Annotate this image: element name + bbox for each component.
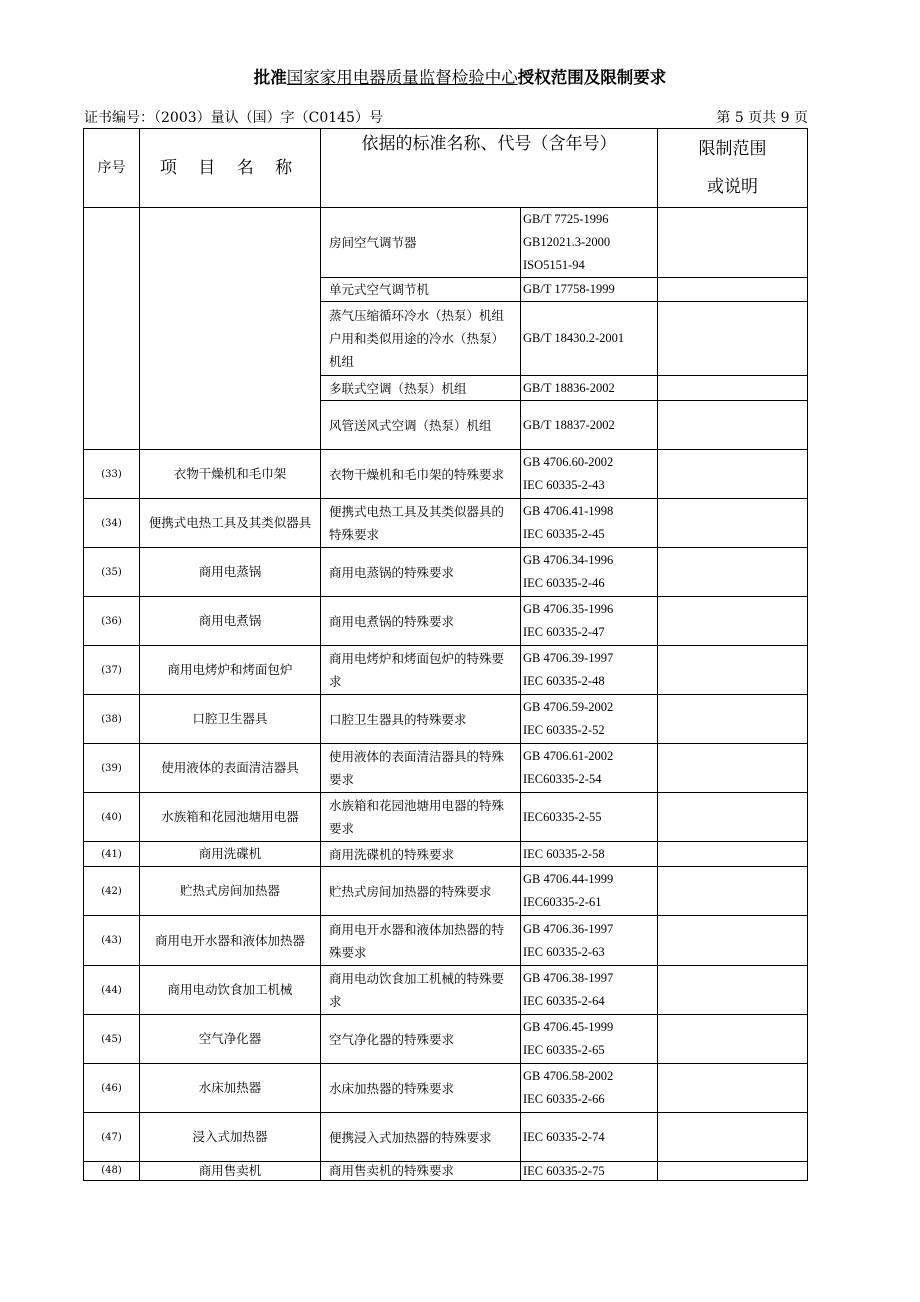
item-name: 商用洗碟机	[140, 842, 321, 867]
limit-cell	[658, 744, 808, 793]
table-row	[84, 744, 808, 793]
standard-code: IEC 60335-2-63	[523, 944, 605, 959]
item-name: 商用电煮锅	[140, 597, 321, 646]
standard-code-cell	[521, 499, 658, 548]
standard-code: GB 4706.41-1998	[523, 504, 614, 518]
document-title	[0, 64, 920, 88]
item-name: 商用售卖机	[140, 1162, 321, 1181]
standard-code: IEC 60335-2-43	[523, 478, 605, 492]
row-number: (45)	[84, 1015, 140, 1064]
limit-cell	[658, 966, 808, 1015]
limit-cell	[658, 646, 808, 695]
standard-name: 商用电蒸锅的特殊要求	[321, 548, 521, 597]
standard-name: 风管送风式空调（热泵）机组	[321, 401, 521, 450]
row-number: (43)	[84, 916, 140, 966]
table-row	[84, 499, 808, 548]
standard-code: GB/T 18430.2-2001	[523, 331, 625, 345]
standard-code: GB/T 18836-2002	[523, 380, 615, 395]
standard-code-cell	[521, 916, 658, 966]
table-row	[84, 1064, 808, 1113]
standard-code: GB 4706.59-2002	[523, 700, 614, 714]
standard-code: GB 4706.36-1997	[523, 921, 614, 936]
standard-code: GB 4706.39-1997	[523, 651, 614, 665]
row-number: (35)	[84, 548, 140, 597]
table-row	[84, 916, 808, 966]
row-number: (44)	[84, 966, 140, 1015]
table-header-row	[84, 129, 808, 208]
standard-code: ISO5151-94	[523, 258, 585, 272]
limit-cell	[658, 1064, 808, 1113]
standard-name: 贮热式房间加热器的特殊要求	[321, 867, 521, 916]
header-item-name: 项 目 名 称	[140, 129, 321, 208]
header-limit-line2: 或说明	[707, 177, 758, 197]
title-suffix: 授权范围及限制要求	[517, 68, 667, 87]
standard-code-cell	[521, 401, 658, 450]
table-row	[84, 695, 808, 744]
title-prefix: 批准	[253, 68, 287, 87]
table-row	[84, 646, 808, 695]
limit-cell	[658, 1113, 808, 1162]
row-number: (39)	[84, 744, 140, 793]
standard-name: 单元式空气调节机	[321, 278, 521, 302]
standard-code-cell	[521, 793, 658, 842]
authorization-table	[83, 128, 808, 1181]
standard-code-cell	[521, 302, 658, 376]
standard-code: IEC 60335-2-64	[523, 994, 605, 1008]
header-no: 序号	[84, 129, 140, 208]
row-number: (37)	[84, 646, 140, 695]
table-row	[84, 867, 808, 916]
table-row	[84, 966, 808, 1015]
standard-name: 商用电开水器和液体加热器的特殊要求	[321, 916, 521, 966]
standard-code: GB/T 7725-1996	[523, 212, 609, 226]
item-name: 商用电烤炉和烤面包炉	[140, 646, 321, 695]
standard-name: 空气净化器的特殊要求	[321, 1015, 521, 1064]
limit-cell	[658, 842, 808, 867]
standard-code-cell	[521, 1015, 658, 1064]
table-row	[84, 450, 808, 499]
limit-cell	[658, 597, 808, 646]
page-indicator: 第 5 页共 9 页	[716, 110, 808, 126]
standard-code-cell	[521, 744, 658, 793]
limit-cell	[658, 376, 808, 401]
standard-name: 房间空气调节器	[321, 208, 521, 278]
standard-code: GB 4706.45-1999	[523, 1020, 614, 1034]
row-number: (33)	[84, 450, 140, 499]
standard-code: GB 4706.34-1996	[523, 553, 614, 567]
standard-name: 商用电煮锅的特殊要求	[321, 597, 521, 646]
standard-code-cell	[521, 966, 658, 1015]
row-number: (46)	[84, 1064, 140, 1113]
table-row	[84, 597, 808, 646]
standard-code: GB 4706.60-2002	[523, 455, 614, 469]
limit-cell	[658, 208, 808, 278]
row-number: (34)	[84, 499, 140, 548]
standard-code: IEC 60335-2-45	[523, 527, 605, 541]
standard-name: 水族箱和花园池塘用电器的特殊要求	[321, 793, 521, 842]
header-limit	[658, 129, 808, 208]
standard-code-cell	[521, 548, 658, 597]
standard-code: IEC 60335-2-75	[523, 1164, 605, 1178]
item-name: 口腔卫生器具	[140, 695, 321, 744]
standard-code: GB12021.3-2000	[523, 235, 611, 249]
row-number: (38)	[84, 695, 140, 744]
limit-cell	[658, 867, 808, 916]
row-number: (42)	[84, 867, 140, 916]
table-row	[84, 793, 808, 842]
standard-code-cell	[521, 1162, 658, 1181]
standard-code: GB 4706.44-1999	[523, 872, 614, 886]
standard-name: 水床加热器的特殊要求	[321, 1064, 521, 1113]
standard-code: GB/T 17758-1999	[523, 282, 615, 296]
standard-code-cell	[521, 208, 658, 278]
standard-name: 便携式电热工具及其类似器具的特殊要求	[321, 499, 521, 548]
title-organization: 国家家用电器质量监督检验中心	[286, 68, 518, 87]
standard-code-cell	[521, 695, 658, 744]
standard-code: IEC 60335-2-74	[523, 1129, 605, 1144]
item-name: 商用电开水器和液体加热器	[140, 916, 321, 966]
standard-code: GB/T 18837-2002	[523, 417, 615, 432]
limit-cell	[658, 499, 808, 548]
standard-code: IEC60335-2-54	[523, 772, 602, 786]
limit-cell	[658, 793, 808, 842]
standard-code: IEC 60335-2-66	[523, 1092, 605, 1106]
standard-code-cell	[521, 867, 658, 916]
standard-code: IEC 60335-2-58	[523, 846, 605, 861]
limit-cell	[658, 695, 808, 744]
table-row	[84, 1015, 808, 1064]
row-number: (40)	[84, 793, 140, 842]
limit-cell	[658, 278, 808, 302]
standard-code: GB 4706.58-2002	[523, 1069, 614, 1083]
standard-name: 衣物干燥机和毛巾架的特殊要求	[321, 450, 521, 499]
table-row	[84, 548, 808, 597]
standard-name: 使用液体的表面清洁器具的特殊要求	[321, 744, 521, 793]
standard-name: 蒸气压缩循环冷水（热泵）机组 户用和类似用途的冷水（热泵）机组	[321, 302, 521, 376]
header-limit-line1: 限制范围	[698, 139, 767, 159]
standard-code: IEC 60335-2-65	[523, 1043, 605, 1057]
table-row	[84, 842, 808, 867]
standard-name: 商用售卖机的特殊要求	[321, 1162, 521, 1181]
certificate-number: 证书编号：（2003）量认（国）字（C0145）号	[84, 110, 383, 126]
item-name: 水族箱和花园池塘用电器	[140, 793, 321, 842]
standard-code: GB 4706.61-2002	[523, 749, 614, 763]
standard-name: 商用电烤炉和烤面包炉的特殊要求	[321, 646, 521, 695]
limit-cell	[658, 302, 808, 376]
item-name: 贮热式房间加热器	[140, 867, 321, 916]
standard-name: 商用洗碟机的特殊要求	[321, 842, 521, 867]
standard-name: 多联式空调（热泵）机组	[321, 376, 521, 401]
standard-code-cell	[521, 376, 658, 401]
limit-cell	[658, 548, 808, 597]
limit-cell	[658, 401, 808, 450]
standard-code: IEC 60335-2-46	[523, 576, 605, 590]
standard-name: 口腔卫生器具的特殊要求	[321, 695, 521, 744]
standard-code: GB 4706.38-1997	[523, 971, 614, 985]
standard-code-cell	[521, 450, 658, 499]
limit-cell	[658, 1162, 808, 1181]
item-name: 浸入式加热器	[140, 1113, 321, 1162]
certificate-header	[84, 107, 808, 127]
standard-name: 便携浸入式加热器的特殊要求	[321, 1113, 521, 1162]
standard-code-cell	[521, 597, 658, 646]
standard-code-cell	[521, 1064, 658, 1113]
row-number: (48)	[84, 1162, 140, 1181]
standard-code: IEC60335-2-55	[523, 809, 602, 824]
item-name: 便携式电热工具及其类似器具	[140, 499, 321, 548]
item-name: 使用液体的表面清洁器具	[140, 744, 321, 793]
row-number: (41)	[84, 842, 140, 867]
standard-code: IEC 60335-2-47	[523, 625, 605, 639]
item-name: 商用电动饮食加工机械	[140, 966, 321, 1015]
item-name: 商用电蒸锅	[140, 548, 321, 597]
table-row	[84, 1162, 808, 1181]
limit-cell	[658, 916, 808, 966]
standard-code: IEC60335-2-61	[523, 895, 602, 909]
table-row	[84, 1113, 808, 1162]
standard-name: 商用电动饮食加工机械的特殊要求	[321, 966, 521, 1015]
standard-code: IEC 60335-2-52	[523, 723, 605, 737]
row-number-cell	[84, 208, 140, 450]
standard-code-cell	[521, 1113, 658, 1162]
item-name: 水床加热器	[140, 1064, 321, 1113]
table-row	[84, 208, 808, 278]
standard-code-cell	[521, 646, 658, 695]
limit-cell	[658, 1015, 808, 1064]
row-number: (47)	[84, 1113, 140, 1162]
limit-cell	[658, 450, 808, 499]
row-number: (36)	[84, 597, 140, 646]
item-name: 空气净化器	[140, 1015, 321, 1064]
item-name: 衣物干燥机和毛巾架	[140, 450, 321, 499]
header-standard: 依据的标准名称、代号（含年号）	[321, 129, 658, 208]
standard-code: IEC 60335-2-48	[523, 674, 605, 688]
standard-code-cell	[521, 842, 658, 867]
item-name-cell	[140, 208, 321, 450]
standard-code: GB 4706.35-1996	[523, 602, 614, 616]
standard-code-cell	[521, 278, 658, 302]
